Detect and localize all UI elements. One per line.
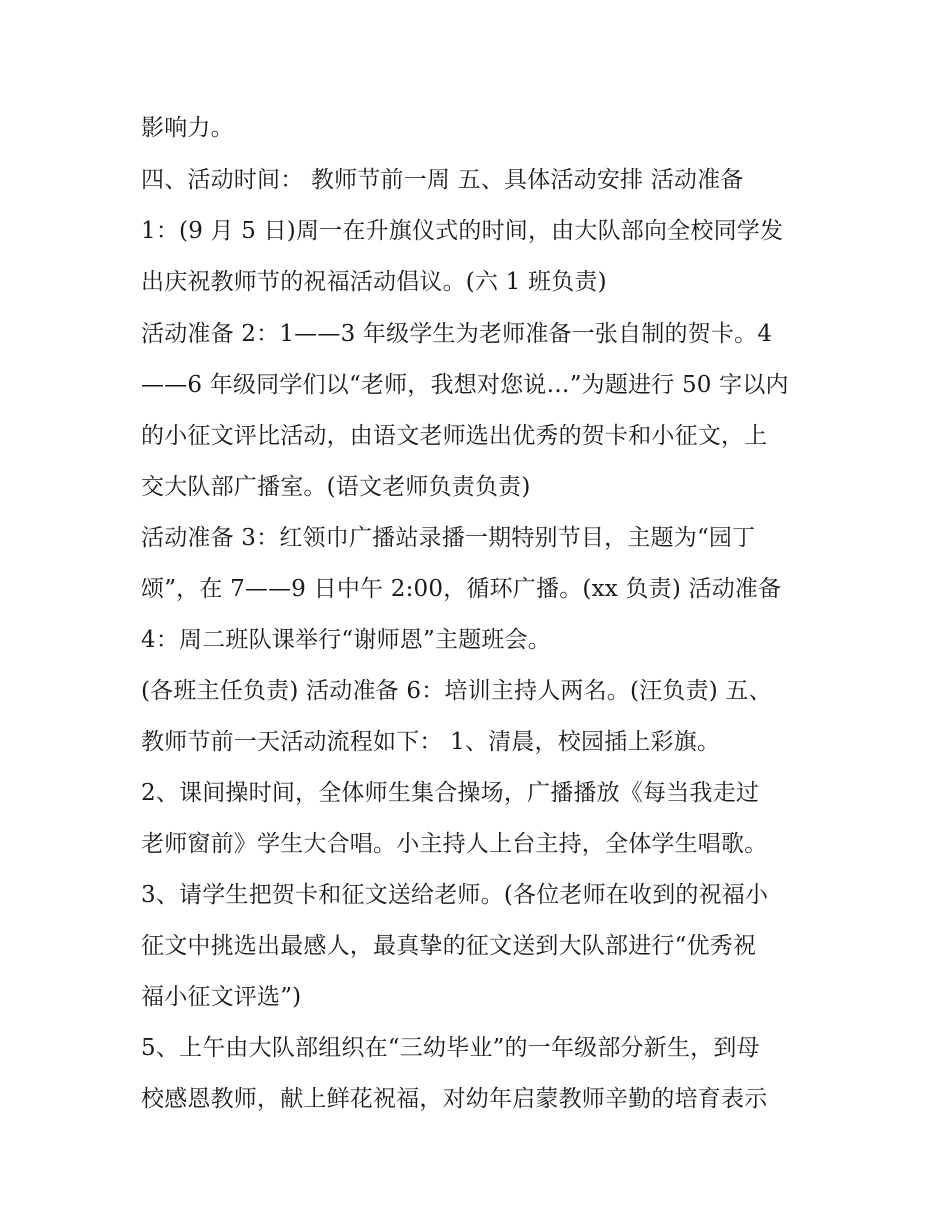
text-line: 交大队部广播室。(语文老师负责负责): [141, 474, 531, 500]
text-line: 的小征文评比活动，由语文老师选出优秀的贺卡和小征文，上: [141, 423, 768, 449]
text-line: 老师窗前》学生大合唱。小主持人上台主持，全体学生唱歌。: [141, 831, 768, 857]
text-line: 颂”，在 7——9 日中午 2:00，循环广播。(xx 负责) 活动准备: [141, 576, 782, 602]
text-line: 活动准备 3：红领巾广播站录播一期特别节目，主题为“园丁: [141, 525, 756, 551]
text-line: 校感恩教师，献上鲜花祝福，对幼年启蒙教师辛勤的培育表示: [141, 1086, 768, 1112]
text-line: 出庆祝教师节的祝福活动倡议。(六 1 班负责): [141, 269, 607, 295]
text-line: (各班主任负责) 活动准备 6：培训主持人两名。(汪负责) 五、: [141, 678, 772, 704]
text-line: 1：(9 月 5 日)周一在升旗仪式的时间，由大队部向全校同学发: [141, 218, 784, 244]
text-line: 福小征文评选”): [141, 984, 302, 1010]
text-line: 征文中挑选出最感人，最真挚的征文送到大队部进行“优秀祝: [141, 933, 757, 959]
text-line: 四、活动时间： 教师节前一周 五、具体活动安排 活动准备: [141, 167, 744, 193]
text-line: ——6 年级同学们以“老师，我想对您说…”为题进行 50 字以内: [141, 372, 789, 398]
text-line: 2、课间操时间，全体师生集合操场，广播播放《每当我走过: [141, 780, 760, 806]
text-line: 活动准备 2：1——3 年级学生为老师准备一张自制的贺卡。4: [141, 321, 773, 347]
text-line: 教师节前一天活动流程如下： 1、清晨，校园插上彩旗。: [141, 729, 721, 755]
text-line: 影响力。: [141, 115, 234, 141]
text-line: 4：周二班队课举行“谢师恩”主题班会。: [141, 627, 551, 653]
text-line: 3、请学生把贺卡和征文送给老师。(各位老师在收到的祝福小: [141, 882, 769, 908]
text-line: 5、上午由大队部组织在“三幼毕业”的一年级部分新生，到母: [141, 1035, 760, 1061]
